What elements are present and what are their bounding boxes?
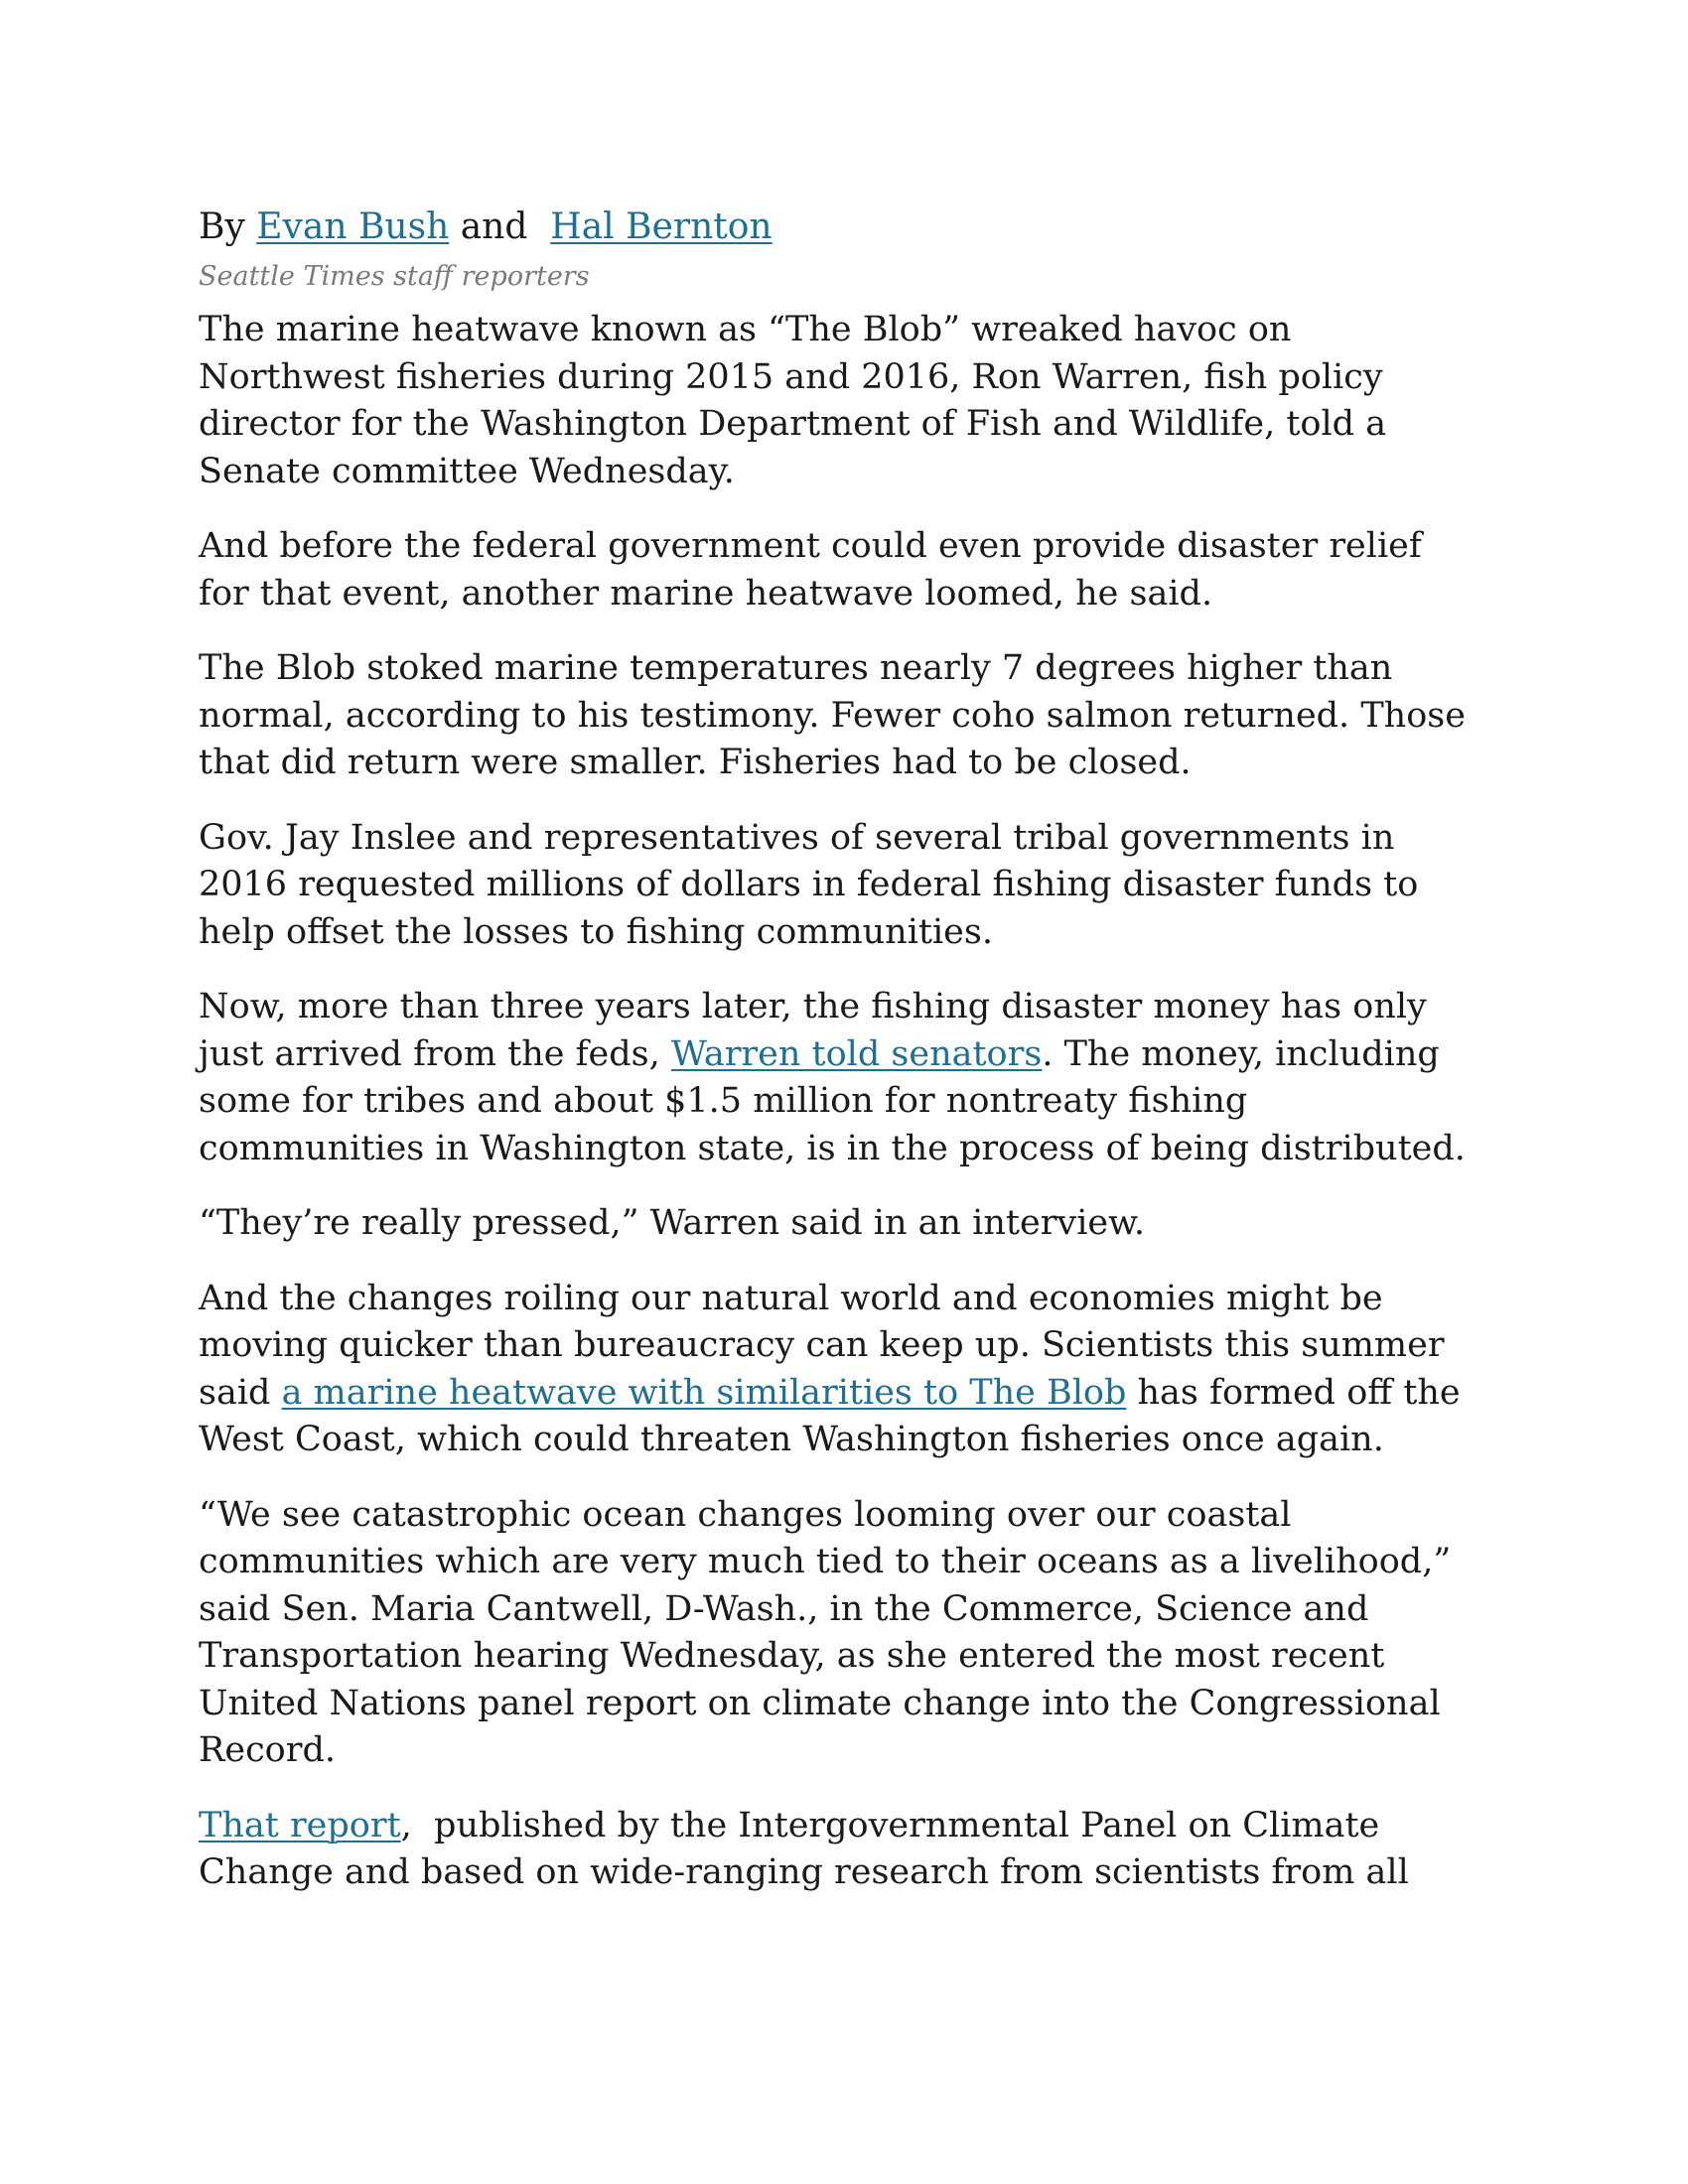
byline-prefix: By bbox=[199, 206, 257, 247]
text-line: communities in Washington state, is in the process of being distributed. bbox=[199, 1128, 1466, 1168]
text-line: Senate committee Wednesday. bbox=[199, 451, 735, 491]
text-line: director for the Washington Department of Fish and Wildlife, told a bbox=[199, 404, 1387, 444]
inline-article-link[interactable]: a marine heatwave with similarities to The Blob bbox=[281, 1372, 1127, 1413]
author-link-evan-bush[interactable]: Evan Bush bbox=[256, 206, 450, 247]
text-line: help offset the losses to fishing communities. bbox=[199, 911, 993, 952]
article-paragraph bbox=[199, 1803, 1450, 1897]
text-line: said Sen. Maria Cantwell, D-Wash., in the Commerce, Science and bbox=[199, 1588, 1369, 1629]
text-line: Record. bbox=[199, 1730, 337, 1770]
text-line: for that event, another marine heatwave loomed, he said. bbox=[199, 573, 1213, 614]
text-line bbox=[199, 1803, 1450, 1850]
text-line: Gov. Jay Inslee and representatives of several tribal governments in bbox=[199, 817, 1395, 858]
inline-article-link[interactable]: That report bbox=[199, 1805, 401, 1845]
line-text-after: has formed off the bbox=[1126, 1372, 1461, 1413]
author-link-hal-bernton[interactable]: Hal Bernton bbox=[550, 206, 773, 247]
text-line: The Blob stoked marine temperatures nearly 7 degrees higher than bbox=[199, 648, 1393, 688]
byline bbox=[199, 204, 1450, 251]
text-line: Now, more than three years later, the fishing disaster money has only bbox=[199, 987, 1427, 1026]
article-paragraph bbox=[199, 1276, 1461, 1464]
text-line: that did return were smaller. Fisheries had to be closed. bbox=[199, 743, 1192, 782]
text-line bbox=[199, 1031, 1450, 1079]
article-body bbox=[199, 307, 1466, 1897]
text-line: United Nations panel report on climate change into the Congressional bbox=[199, 1683, 1441, 1723]
article-paragraph bbox=[199, 645, 1466, 787]
article-paragraph bbox=[199, 307, 1450, 495]
line-text-before: said bbox=[199, 1372, 282, 1413]
text-line: Northwest fisheries during 2015 and 2016, Ron Warren, fish policy bbox=[199, 356, 1383, 397]
line-text-after: , published by the Intergovernmental Panel on Climate bbox=[400, 1805, 1380, 1845]
article-paragraph bbox=[199, 1492, 1450, 1775]
text-line: moving quicker than bureaucracy can keep up. Scientists this summer bbox=[199, 1325, 1445, 1365]
text-line: And the changes roiling our natural world and economies might be bbox=[199, 1278, 1383, 1318]
byline-middle: and bbox=[449, 206, 551, 247]
text-line: 2016 requested millions of dollars in federal fishing disaster funds to bbox=[199, 865, 1419, 904]
text-line: “They’re really pressed,” Warren said in an interview. bbox=[199, 1203, 1146, 1243]
text-line: Change and based on wide-ranging research from scientists from all bbox=[199, 1852, 1409, 1892]
article-paragraph bbox=[199, 815, 1450, 957]
article-paragraph bbox=[199, 984, 1466, 1172]
article-paragraph bbox=[199, 1200, 1450, 1248]
text-line: And before the federal government could even provide disaster relief bbox=[199, 526, 1422, 566]
staff-reporters-line: Seattle Times staff reporters bbox=[199, 261, 590, 292]
text-line bbox=[199, 1370, 1461, 1418]
text-line: some for tribes and about $1.5 million for nontreaty fishing bbox=[199, 1081, 1248, 1121]
text-line: West Coast, which could threaten Washington fisheries once again. bbox=[199, 1420, 1384, 1459]
text-line: communities which are very much tied to their oceans as a livelihood,” bbox=[199, 1542, 1452, 1581]
text-line: The marine heatwave known as “The Blob” wreaked havoc on bbox=[199, 310, 1292, 349]
text-line: normal, according to his testimony. Fewer coho salmon returned. Those bbox=[199, 695, 1466, 736]
text-line: Transportation hearing Wednesday, as she entered the most recent bbox=[199, 1636, 1385, 1676]
article-page bbox=[199, 204, 1466, 1925]
line-text-before: just arrived from the feds, bbox=[199, 1033, 671, 1074]
text-line: “We see catastrophic ocean changes looming over our coastal bbox=[199, 1494, 1292, 1535]
article-paragraph bbox=[199, 523, 1450, 617]
line-text-after: . The money, including bbox=[1042, 1033, 1440, 1074]
inline-article-link[interactable]: Warren told senators bbox=[670, 1033, 1043, 1074]
